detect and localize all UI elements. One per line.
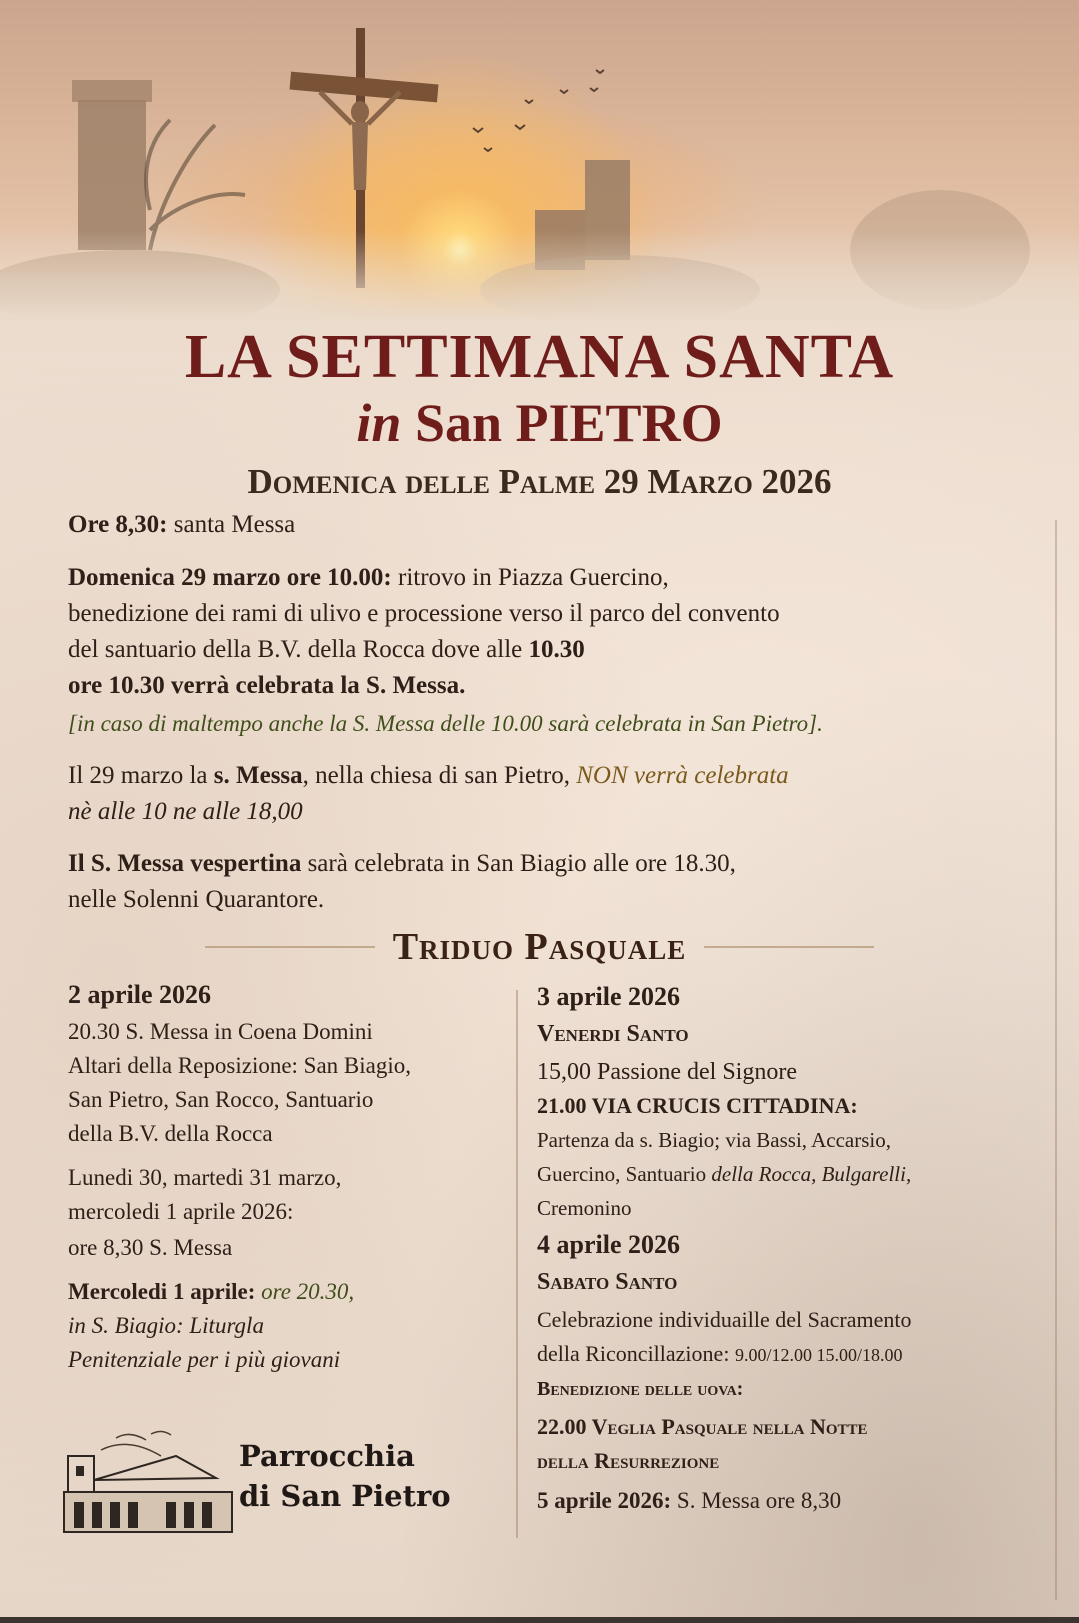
via-crucis-route-1: Partenza da s. Biagio; via Bassi, Accarsio, (537, 1128, 891, 1152)
via-crucis-route-3: Cremonino (537, 1196, 632, 1220)
reposition-altars-2: San Pietro, San Rocco, Santuario (68, 1087, 374, 1112)
triduo-left-column (68, 975, 508, 1377)
easter-mass: S. Messa ore 8,30 (671, 1488, 842, 1513)
evening-mass-text: sarà celebrata in San Biagio alle ore 18.30, (301, 850, 736, 877)
triduo-title: Triduo Pasquale (392, 926, 687, 968)
weekdays-line-2: mercoledi 1 aprile 2026: (68, 1199, 294, 1224)
via-crucis-route-2a: Guercino, Santuario (537, 1162, 712, 1186)
palm-sunday-heading: Domenica delle Palme 29 Marzo 2026 (247, 462, 832, 501)
via-crucis-route-2b: della Rocca, Bulgarelli, (711, 1162, 912, 1186)
wednesday-label: Mercoledi 1 aprile: (68, 1279, 256, 1304)
evening-mass-line-2: nelle Solenni Quarantore. (68, 886, 325, 913)
notice-text-1: Il 29 marzo la (68, 762, 214, 789)
parish-logo (56, 1420, 506, 1540)
procession-line-4: ore 10.30 verrà celebrata la S. Messa. (68, 672, 466, 699)
column-divider (516, 990, 518, 1538)
bottom-edge (0, 1617, 1079, 1623)
reposition-altars-3: della B.V. della Rocca (68, 1121, 273, 1146)
divider (205, 946, 375, 948)
confession-line-2: della Riconcillazione: (537, 1341, 735, 1366)
crucifix-scene-icon (0, 0, 1079, 320)
holy-saturday-name: Sabato Santo (537, 1269, 678, 1295)
subtitle-in: in (356, 393, 402, 453)
notice-text-2: , nella chiesa di san Pietro, (302, 762, 577, 789)
confession-line-1: Celebrazione individuaille del Sacramento (537, 1307, 912, 1332)
notice-line-2: nè alle 10 ne alle 18,00 (68, 798, 303, 825)
reposition-altars-1: Altari della Reposizione: San Biagio, (68, 1053, 412, 1078)
divider (704, 946, 874, 948)
spacer (68, 1151, 508, 1161)
evening-mass (68, 846, 1028, 918)
palm-procession (68, 560, 1028, 742)
triduo-heading (0, 922, 1079, 972)
mass-time: Ore 8,30: (68, 511, 168, 538)
penitential-line-1: in S. Biagio: Liturgla (68, 1313, 264, 1338)
passion-service: 15,00 Passione del Signore (537, 1059, 797, 1085)
no-mass-notice (68, 758, 1028, 830)
easter-vigil-1: 22.00 Veglia Pasquale nella Notte (537, 1414, 868, 1439)
church-icon (56, 1420, 236, 1540)
coena-domini: 20.30 S. Messa in Coena Domini (68, 1019, 373, 1044)
frame-border (1055, 520, 1057, 1600)
triduo-right-column (537, 977, 1037, 1518)
weather-note: [in caso di maltempo anche la S. Messa delle 10.00 sarà celebrata in San Pietro]. (68, 711, 823, 736)
mass-label: santa Messa (167, 511, 296, 538)
via-crucis: 21.00 VIA CRUCIS CITTADINA: (537, 1093, 858, 1118)
page-title: LA SETTIMANA SANTA (184, 323, 895, 391)
holy-thursday-date: 2 aprile 2026 (68, 980, 211, 1009)
procession-meeting: ritrovo in Piazza Guercino, (391, 564, 669, 591)
holy-saturday-date: 4 aprile 2026 (537, 1230, 680, 1259)
wednesday-time: ore 20.30, (255, 1279, 355, 1304)
parish-name (239, 1436, 451, 1516)
procession-line-3-time: 10.30 (528, 636, 585, 663)
confession-times: 9.00/12.00 15.00/18.00 (734, 1345, 903, 1365)
procession-time: Domenica 29 marzo ore 10.00: (68, 564, 392, 591)
header-illustration (0, 0, 1079, 320)
notice-highlight: NON verrà celebrata (576, 762, 789, 789)
subtitle-place: San PIETRO (414, 393, 723, 453)
penitential-line-2: Penitenziale per i più giovani (68, 1347, 341, 1372)
parish-name-line-2: di San Pietro (239, 1479, 451, 1513)
procession-line-3: del santuario della B.V. della Rocca dove alle (68, 636, 529, 663)
good-friday-name: Venerdi Santo (537, 1021, 689, 1047)
easter-date: 5 aprile 2026: (537, 1488, 672, 1513)
evening-mass-bold: Il S. Messa vespertina (68, 850, 302, 877)
easter-vigil-2: della Resurrezione (537, 1448, 720, 1473)
procession-line-2: benedizione dei rami di ulivo e processione verso il parco del convento (68, 600, 780, 627)
good-friday-date: 3 aprile 2026 (537, 982, 680, 1011)
weekdays-line-1: Lunedi 30, martedi 31 marzo, (68, 1165, 342, 1190)
palm-sunday-mass (68, 507, 1028, 543)
weekdays-mass: ore 8,30 S. Messa (68, 1235, 233, 1260)
notice-bold: s. Messa (213, 762, 303, 789)
page-subtitle (0, 392, 1079, 454)
egg-blessing: Benedizione delle uova: (537, 1378, 744, 1400)
parish-name-line-1: Parrocchia (239, 1439, 415, 1473)
spacer (68, 1265, 508, 1275)
